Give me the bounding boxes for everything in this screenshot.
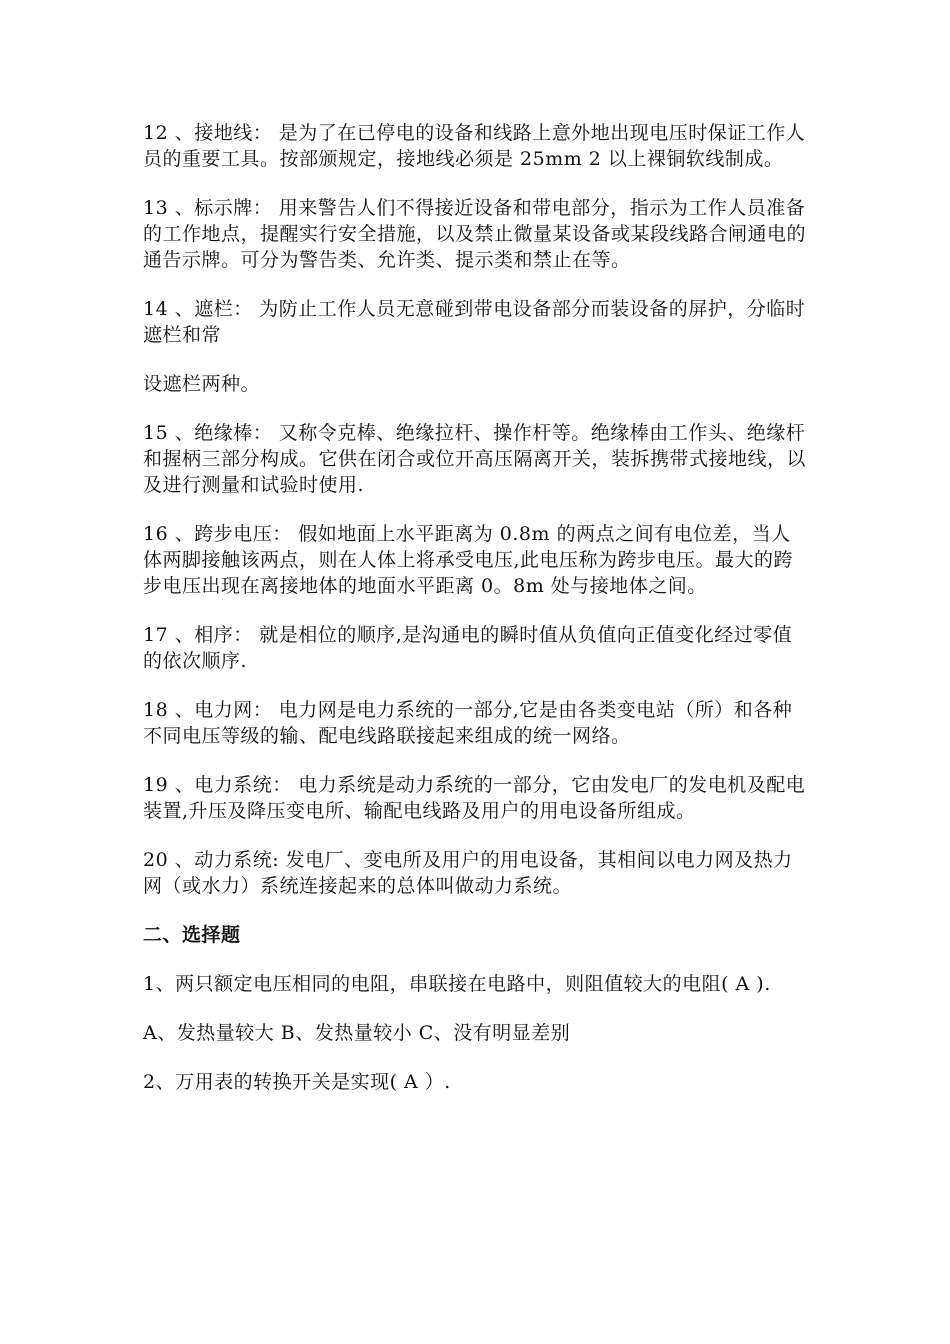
definition-16-step-voltage: 16 、跨步电压： 假如地面上水平距离为 0.8m 的两点之间有电位差，当人体两脚接触该两点，则在人体上将承受电压,此电压称为跨步电压。最大的跨步电压出现在离接地体的地面水平距离 0。8m 处与接地体之间。	[143, 523, 794, 597]
document-page	[143, 120, 808, 1118]
section-heading-multiple-choice: 二、选择题	[143, 924, 241, 946]
definition-12-grounding-wire: 12 、接地线： 是为了在已停电的设备和线路上意外地出现电压时保证工作人员的重要工具。按部颁规定，接地线必须是 25mm 2 以上裸铜软线制成。	[143, 122, 806, 170]
question-2: 2、万用表的转换开关是实现( A ）.	[143, 1071, 451, 1093]
definition-14-barrier-continued: 设遮栏两种。	[143, 373, 261, 395]
question-1: 1、两只额定电压相同的电阻，串联接在电路中，则阻值较大的电阻( A ).	[143, 973, 771, 995]
definition-15-insulating-rod: 15 、绝缘棒： 又称令克棒、绝缘拉杆、操作杆等。绝缘棒由工作头、绝缘杆和握柄三部分构成。它供在闭合或位开高压隔离开关，装拆携带式接地线，以及进行测量和试验时使用.	[143, 422, 807, 496]
definition-19-power-system: 19 、电力系统： 电力系统是动力系统的一部分，它由发电厂的发电机及配电装置,升压及降压变电所、输配电线路及用户的用电设备所组成。	[143, 774, 806, 822]
definition-18-power-network: 18 、电力网： 电力网是电力系统的一部分,它是由各类变电站（所）和各种不同电压等级的输、配电线路联接起来组成的统一网络。	[143, 699, 793, 747]
definition-17-phase-sequence: 17 、相序： 就是相位的顺序,是沟通电的瞬时值从负值向正值变化经过零值的依次顺序.	[143, 624, 793, 672]
question-1-options: A、发热量较大 B、发热量较小 C、没有明显差别	[143, 1022, 571, 1044]
definition-14-barrier: 14 、遮栏： 为防止工作人员无意碰到带电设备部分而装设备的屏护，分临时遮栏和常	[143, 298, 806, 346]
definition-20-dynamic-system: 20 、动力系统: 发电厂、变电所及用户的用电设备，其相间以电力网及热力网（或水力）系统连接起来的总体叫做动力系统。	[143, 849, 793, 897]
definition-13-sign-board: 13 、标示牌： 用来警告人们不得接近设备和带电部分，指示为工作人员准备的工作地点，提醒实行安全措施，以及禁止微量某设备或某段线路合闸通电的通告示牌。可分为警告类、允许类、提示类和禁止在等。	[143, 197, 807, 271]
